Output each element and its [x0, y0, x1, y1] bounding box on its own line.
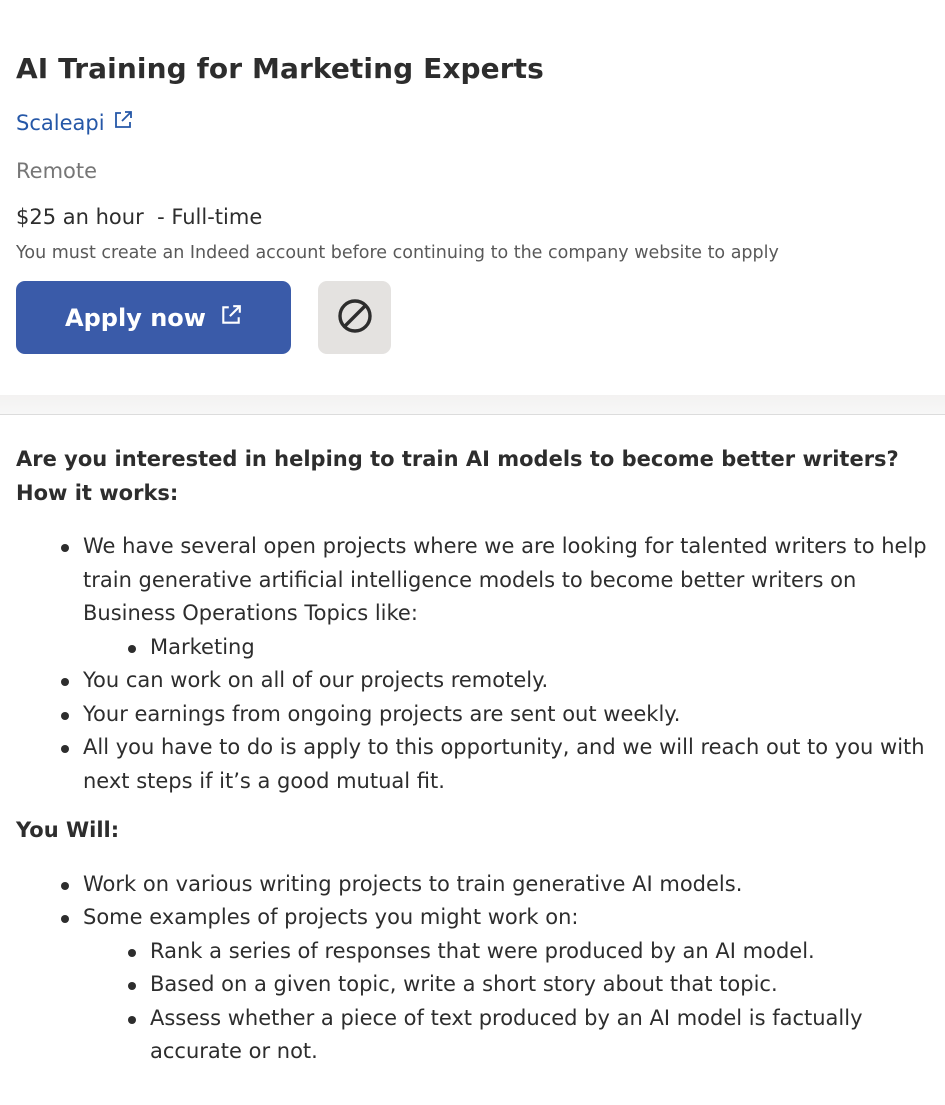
list-item: Your earnings from ongoing projects are sent out weekly.	[83, 698, 931, 732]
external-link-icon	[220, 304, 242, 332]
list-item: Assess whether a piece of text produced by an AI model is factually accurate or not.	[150, 1002, 931, 1069]
company-link[interactable]	[16, 110, 133, 135]
account-note: You must create an Indeed account before continuing to the company website to apply	[16, 243, 779, 263]
section-divider	[0, 395, 945, 415]
list-item: You can work on all of our projects remotely.	[83, 664, 931, 698]
not-interested-button[interactable]	[318, 281, 391, 354]
job-header	[0, 0, 945, 395]
block-icon	[336, 297, 374, 339]
apply-now-button[interactable]	[16, 281, 291, 354]
list-item: Based on a given topic, write a short story about that topic.	[150, 968, 931, 1002]
job-title: AI Training for Marketing Experts	[16, 52, 544, 85]
job-description	[16, 443, 931, 1085]
list-item: Work on various writing projects to train generative AI models.	[83, 868, 931, 902]
you-will-list	[16, 868, 931, 1069]
external-link-icon	[113, 110, 133, 135]
list-item: Some examples of projects you might work on: Rank a series of responses that were produced by an AI model. Based on a given topic, write a short story about that topic. Assess whether a piece of text produced by an AI model is factually accurate or not.	[83, 901, 931, 1069]
how-it-works-heading: How it works:	[16, 480, 179, 505]
job-salary: $25 an hour - Full-time	[16, 205, 263, 229]
list-item: Rank a series of responses that were produced by an AI model.	[150, 935, 931, 969]
topics-list	[83, 631, 931, 665]
examples-list	[83, 935, 931, 1069]
apply-button-label: Apply now	[65, 303, 206, 332]
job-location: Remote	[16, 159, 98, 183]
you-will-heading: You Will:	[16, 818, 120, 842]
list-item: Marketing	[150, 631, 931, 665]
list-item: All you have to do is apply to this opportunity, and we will reach out to you with next steps if it’s a good mutual fit.	[83, 731, 931, 798]
how-it-works-list	[16, 530, 931, 798]
intro-heading: Are you interested in helping to train AI models to become better writers?	[16, 447, 899, 471]
company-name: Scaleapi	[16, 110, 105, 135]
list-item: We have several open projects where we are looking for talented writers to help train generative artificial intelligence models to become better writers on Business Operations Topics like: Marketing	[83, 530, 931, 664]
